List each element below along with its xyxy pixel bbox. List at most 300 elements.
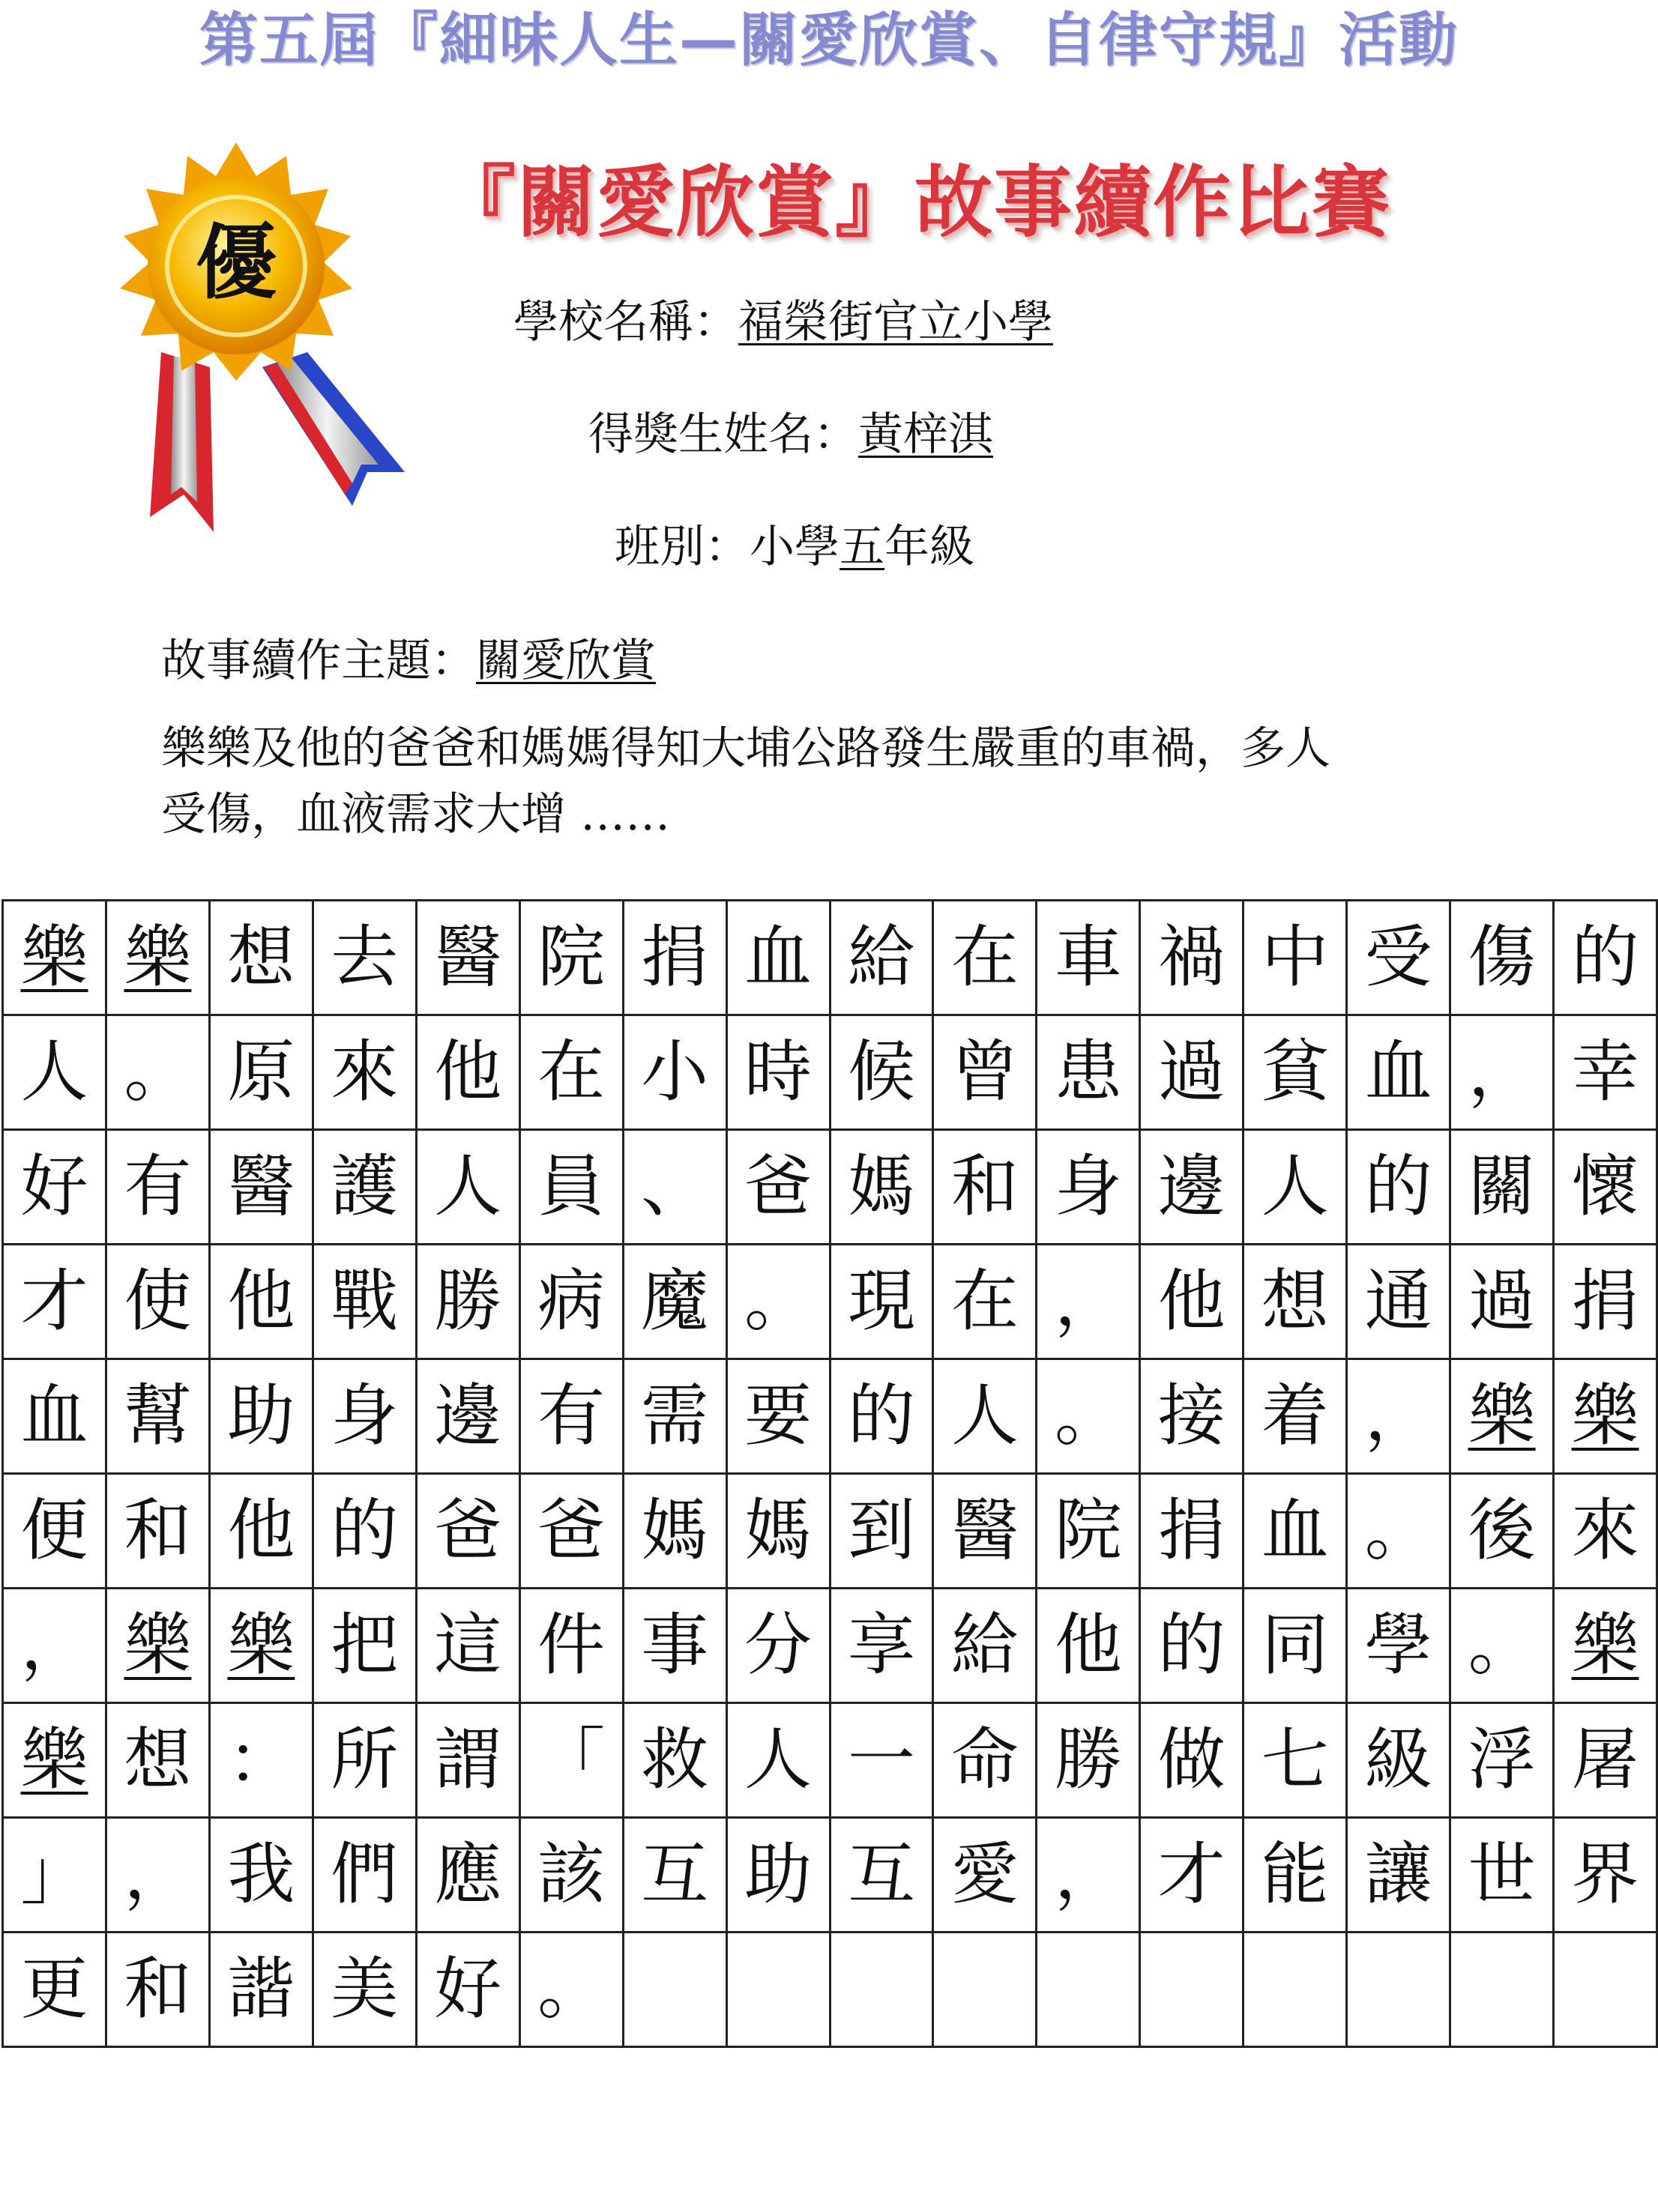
grid-cell	[1347, 1589, 1450, 1703]
grid-char: ，	[124, 1835, 192, 1914]
grid-char: 在	[950, 918, 1019, 997]
grid-cell	[519, 1245, 623, 1359]
student-info	[588, 405, 993, 465]
grid-cell	[106, 1015, 209, 1130]
grid-char: 才	[1157, 1835, 1226, 1914]
grid-cell	[519, 1703, 623, 1818]
grid-cell	[1244, 1474, 1347, 1589]
grid-char: 來	[331, 1033, 399, 1111]
grid-cell	[1244, 1589, 1347, 1703]
grid-cell	[416, 1589, 519, 1703]
grid-char: 邊	[434, 1377, 502, 1455]
grid-char: 好	[20, 1147, 88, 1226]
grid-cell	[106, 1589, 209, 1703]
grid-char: 一	[847, 1720, 915, 1799]
grid-cell	[830, 1474, 933, 1589]
grid-cell	[3, 1474, 106, 1589]
grid-cell	[416, 901, 519, 1015]
grid-cell	[1244, 1703, 1347, 1818]
grid-cell	[1037, 1130, 1140, 1245]
grid-char: 戰	[331, 1262, 399, 1341]
grid-char: 幸	[1571, 1033, 1639, 1111]
grid-cell	[830, 1933, 933, 2047]
grid-cell	[519, 901, 623, 1015]
contest-title: 『關愛欣賞』故事續作比賽	[437, 157, 1391, 248]
grid-char: 院	[537, 918, 606, 997]
grid-char: 做	[1157, 1720, 1226, 1799]
grid-cell	[1140, 1245, 1244, 1359]
grid-row	[3, 1933, 1657, 2047]
grid-char: 。	[744, 1262, 813, 1341]
grid-cell	[1347, 1245, 1450, 1359]
grid-char: 時	[744, 1033, 813, 1111]
grid-cell	[1037, 1245, 1140, 1359]
medal-ribbon-left	[150, 352, 214, 532]
grid-char: 捐	[1157, 1491, 1226, 1570]
grid-cell	[1244, 901, 1347, 1015]
grid-char: 愛	[950, 1835, 1019, 1914]
grid-char: ，	[1054, 1835, 1122, 1914]
grid-char: 媽	[744, 1491, 813, 1570]
grid-char: 我	[227, 1835, 295, 1914]
grid-cell	[416, 1015, 519, 1130]
student-label: 得獎生姓名：	[588, 408, 858, 461]
grid-cell	[1554, 1474, 1657, 1589]
grid-cell	[416, 1359, 519, 1474]
grid-cell	[1554, 1359, 1657, 1474]
grid-row	[3, 1359, 1657, 1474]
grid-row	[3, 901, 1657, 1015]
grid-char: 互	[847, 1835, 915, 1914]
grid-cell	[209, 1589, 313, 1703]
grid-char: 樂	[1571, 1606, 1639, 1684]
grid-char: 同	[1261, 1606, 1329, 1684]
grid-cell	[933, 1130, 1037, 1245]
grid-row	[3, 1474, 1657, 1589]
grid-cell	[726, 1818, 830, 1933]
grid-char: 和	[124, 1950, 192, 2028]
grid-char: 。	[1468, 1606, 1536, 1684]
grid-char: 人	[744, 1720, 813, 1799]
grid-char: 到	[847, 1491, 915, 1570]
grid-char: 着	[1261, 1377, 1329, 1455]
medal-ribbon-right	[262, 352, 405, 506]
grid-cell	[3, 901, 106, 1015]
grid-cell	[1140, 1130, 1244, 1245]
grid-cell	[313, 1474, 416, 1589]
grid-char: 需	[641, 1377, 709, 1455]
grid-char: 爸	[537, 1491, 606, 1570]
school-info	[513, 292, 1053, 352]
grid-cell	[933, 1474, 1037, 1589]
intro-line-2: 受傷，血液需求大增 ……	[161, 788, 671, 841]
grid-row	[3, 1130, 1657, 1245]
grid-cell	[1037, 1474, 1140, 1589]
grid-char: 身	[331, 1377, 399, 1455]
grid-char: 能	[1261, 1835, 1329, 1914]
grid-char: 身	[1054, 1147, 1122, 1226]
grid-char: 人	[950, 1377, 1019, 1455]
grid-cell	[519, 1015, 623, 1130]
grid-char: 捐	[1571, 1262, 1639, 1341]
grid-cell	[519, 1933, 623, 2047]
grid-cell	[1450, 1245, 1554, 1359]
grid-char: 有	[537, 1377, 606, 1455]
grid-cell	[726, 1245, 830, 1359]
grid-cell	[1140, 1818, 1244, 1933]
grid-cell	[1140, 1359, 1244, 1474]
grid-cell	[209, 1015, 313, 1130]
grid-cell	[1554, 1818, 1657, 1933]
grid-cell	[313, 1589, 416, 1703]
grid-cell	[1450, 1359, 1554, 1474]
grid-cell	[1037, 1589, 1140, 1703]
grid-char: 分	[744, 1606, 813, 1684]
grid-char: 互	[641, 1835, 709, 1914]
grid-char: 勝	[1054, 1720, 1122, 1799]
theme-info	[161, 631, 656, 691]
grid-cell	[106, 901, 209, 1015]
grid-char: 更	[20, 1950, 88, 2028]
grid-cell	[830, 1015, 933, 1130]
grid-cell	[1347, 1015, 1450, 1130]
grid-char: 事	[641, 1606, 709, 1684]
grid-cell	[1140, 901, 1244, 1015]
grid-cell	[1450, 1933, 1554, 2047]
grid-char: 醫	[434, 918, 502, 997]
grid-cell	[106, 1474, 209, 1589]
grid-cell	[1140, 1933, 1244, 2047]
theme-label: 故事續作主題：	[161, 635, 476, 687]
grid-char: 才	[20, 1262, 88, 1341]
grid-cell	[3, 1589, 106, 1703]
grid-cell	[313, 1359, 416, 1474]
grid-cell	[416, 1130, 519, 1245]
grid-char: 「	[537, 1720, 606, 1799]
grid-row	[3, 1245, 1657, 1359]
grid-char: 後	[1468, 1491, 1536, 1570]
grid-char: 過	[1157, 1033, 1226, 1111]
grid-char: 有	[124, 1147, 192, 1226]
grid-cell	[209, 1818, 313, 1933]
grid-char: 貧	[1261, 1033, 1329, 1111]
grid-char: 樂	[1468, 1377, 1536, 1455]
grid-cell	[1554, 1130, 1657, 1245]
grid-cell	[313, 1130, 416, 1245]
grid-cell	[1244, 1818, 1347, 1933]
grid-char: 的	[1157, 1606, 1226, 1684]
grid-char: 醫	[227, 1147, 295, 1226]
grid-char: 所	[331, 1720, 399, 1799]
grid-cell	[313, 1818, 416, 1933]
grid-cell	[830, 1245, 933, 1359]
grid-char: 受	[1364, 918, 1432, 997]
grid-char: 的	[1364, 1147, 1432, 1226]
grid-char: 級	[1364, 1720, 1432, 1799]
grid-cell	[313, 1933, 416, 2047]
grid-char: 樂	[227, 1606, 295, 1684]
grid-char: 現	[847, 1262, 915, 1341]
grid-row	[3, 1818, 1657, 1933]
medal-label: 優	[195, 216, 277, 310]
class-value: 五	[839, 521, 884, 573]
grid-char: 屠	[1571, 1720, 1639, 1799]
grid-cell	[1450, 1589, 1554, 1703]
grid-char: ，	[1054, 1262, 1122, 1341]
grid-char: 把	[331, 1606, 399, 1684]
grid-char: 便	[20, 1491, 88, 1570]
grid-cell	[1450, 1818, 1554, 1933]
grid-cell	[519, 1130, 623, 1245]
grid-cell	[519, 1818, 623, 1933]
grid-cell	[933, 1818, 1037, 1933]
grid-cell	[1244, 1245, 1347, 1359]
grid-cell	[830, 1703, 933, 1818]
grid-char: 小	[641, 1033, 709, 1111]
grid-cell	[830, 1818, 933, 1933]
grid-cell	[1347, 1703, 1450, 1818]
grid-cell	[623, 1130, 726, 1245]
grid-cell	[1450, 901, 1554, 1015]
grid-char: 救	[641, 1720, 709, 1799]
grid-cell	[1347, 1359, 1450, 1474]
grid-char: 來	[1571, 1491, 1639, 1570]
grid-char: 媽	[641, 1491, 709, 1570]
grid-char: 助	[227, 1377, 295, 1455]
grid-cell	[209, 1359, 313, 1474]
grid-char: 曾	[950, 1033, 1019, 1111]
student-value: 黃梓淇	[858, 408, 993, 461]
grid-char: 七	[1261, 1720, 1329, 1799]
grid-char: 」	[20, 1835, 88, 1914]
grid-char: 關	[1468, 1147, 1536, 1226]
grid-char: 想	[124, 1720, 192, 1799]
grid-char: 樂	[20, 1720, 88, 1799]
grid-char: 過	[1468, 1262, 1536, 1341]
grid-char: ，	[1364, 1377, 1432, 1455]
grid-char: 患	[1054, 1033, 1122, 1111]
grid-char: 在	[950, 1262, 1019, 1341]
story-grid	[1, 899, 1658, 2048]
grid-cell	[830, 1359, 933, 1474]
grid-char: 邊	[1157, 1147, 1226, 1226]
grid-char: 。	[1364, 1491, 1432, 1570]
grid-cell	[1450, 1015, 1554, 1130]
grid-cell	[933, 1703, 1037, 1818]
grid-char: 美	[331, 1950, 399, 2028]
grid-char: 護	[331, 1147, 399, 1226]
grid-cell	[1554, 1245, 1657, 1359]
grid-cell	[209, 1703, 313, 1818]
grid-char: 爸	[744, 1147, 813, 1226]
class-label: 班別：小學	[615, 521, 839, 573]
grid-char: 。	[1054, 1377, 1122, 1455]
grid-cell	[1347, 1818, 1450, 1933]
grid-char: 。	[124, 1033, 192, 1111]
grid-cell	[623, 1589, 726, 1703]
grid-cell	[623, 1818, 726, 1933]
grid-char: 他	[1157, 1262, 1226, 1341]
grid-char: 他	[227, 1262, 295, 1341]
grid-char: 在	[537, 1033, 606, 1111]
grid-char: 懷	[1571, 1147, 1639, 1226]
grid-cell	[1244, 1015, 1347, 1130]
grid-char: 員	[537, 1147, 606, 1226]
grid-cell	[1450, 1130, 1554, 1245]
grid-char: 世	[1468, 1835, 1536, 1914]
grid-cell	[3, 1933, 106, 2047]
grid-cell	[1347, 1130, 1450, 1245]
grid-cell	[623, 1359, 726, 1474]
grid-cell	[933, 901, 1037, 1015]
grid-cell	[313, 1703, 416, 1818]
grid-char: 和	[950, 1147, 1019, 1226]
grid-cell	[830, 1130, 933, 1245]
grid-char: 血	[744, 918, 813, 997]
event-title: 第五屆『細味人生—關愛欣賞、自律守規』活動	[199, 7, 1459, 74]
grid-cell	[933, 1589, 1037, 1703]
grid-cell	[726, 1589, 830, 1703]
grid-char: 人	[1261, 1147, 1329, 1226]
grid-char: 捐	[641, 918, 709, 997]
grid-cell	[1554, 1703, 1657, 1818]
grid-cell	[519, 1474, 623, 1589]
grid-cell	[416, 1703, 519, 1818]
grid-char: 好	[434, 1950, 502, 2028]
grid-char: 去	[331, 918, 399, 997]
grid-cell	[3, 1015, 106, 1130]
grid-cell	[313, 1245, 416, 1359]
grid-cell	[726, 1933, 830, 2047]
grid-char: 魔	[641, 1262, 709, 1341]
grid-char: 他	[1054, 1606, 1122, 1684]
grid-char: 界	[1571, 1835, 1639, 1914]
grid-char: 的	[331, 1491, 399, 1570]
grid-cell	[830, 1589, 933, 1703]
grid-char: 、	[641, 1147, 709, 1226]
grid-char: 助	[744, 1835, 813, 1914]
grid-cell	[1450, 1703, 1554, 1818]
class-info	[615, 517, 974, 577]
grid-char: 使	[124, 1262, 192, 1341]
grid-char: 的	[847, 1377, 915, 1455]
grid-char: 病	[537, 1262, 606, 1341]
grid-cell	[1037, 1933, 1140, 2047]
grid-char: 命	[950, 1720, 1019, 1799]
grid-char: 接	[1157, 1377, 1226, 1455]
grid-cell	[1140, 1015, 1244, 1130]
grid-char: 通	[1364, 1262, 1432, 1341]
grid-char: 給	[950, 1606, 1019, 1684]
grid-cell	[209, 1245, 313, 1359]
theme-value: 關愛欣賞	[476, 635, 656, 687]
grid-cell	[623, 1245, 726, 1359]
story-intro	[161, 716, 1533, 847]
grid-char: 他	[434, 1033, 502, 1111]
grid-cell	[1037, 1359, 1140, 1474]
grid-char: ，	[1468, 1033, 1536, 1111]
grid-char: 想	[1261, 1262, 1329, 1341]
grid-cell	[106, 1933, 209, 2047]
grid-char: 醫	[950, 1491, 1019, 1570]
grid-cell	[3, 1359, 106, 1474]
grid-row	[3, 1589, 1657, 1703]
grid-char: 院	[1054, 1491, 1122, 1570]
grid-cell	[726, 1474, 830, 1589]
grid-cell	[1037, 1703, 1140, 1818]
grid-char: 原	[227, 1033, 295, 1111]
grid-cell	[519, 1359, 623, 1474]
grid-char: 學	[1364, 1606, 1432, 1684]
grid-cell	[1140, 1474, 1244, 1589]
grid-char: 幫	[124, 1377, 192, 1455]
grid-char: 禍	[1157, 918, 1226, 997]
grid-cell	[3, 1818, 106, 1933]
school-label: 學校名稱：	[513, 296, 738, 348]
grid-cell	[1347, 1474, 1450, 1589]
grid-cell	[1450, 1474, 1554, 1589]
grid-char: 樂	[1571, 1377, 1639, 1455]
grid-cell	[1140, 1703, 1244, 1818]
grid-cell	[933, 1245, 1037, 1359]
grid-cell	[726, 1015, 830, 1130]
grid-cell	[416, 1245, 519, 1359]
grid-cell	[1244, 1130, 1347, 1245]
grid-cell	[106, 1818, 209, 1933]
grid-row	[3, 1015, 1657, 1130]
grid-char: 的	[1571, 918, 1639, 997]
grid-char: 中	[1261, 918, 1329, 997]
grid-char: 謂	[434, 1720, 502, 1799]
grid-char: 浮	[1468, 1720, 1536, 1799]
class-suffix: 年級	[884, 521, 974, 573]
grid-cell	[1554, 1933, 1657, 2047]
grid-char: 享	[847, 1606, 915, 1684]
grid-cell	[726, 901, 830, 1015]
grid-cell	[3, 1703, 106, 1818]
grid-char: 諧	[227, 1950, 295, 2028]
grid-cell	[209, 1933, 313, 2047]
grid-char: ：	[227, 1720, 295, 1799]
grid-char: 傷	[1468, 918, 1536, 997]
grid-cell	[726, 1130, 830, 1245]
grid-cell	[209, 901, 313, 1015]
grid-char: 候	[847, 1033, 915, 1111]
grid-cell	[416, 1474, 519, 1589]
grid-char: 要	[744, 1377, 813, 1455]
grid-char: 人	[434, 1147, 502, 1226]
grid-char: ，	[20, 1606, 88, 1684]
grid-char: 和	[124, 1491, 192, 1570]
grid-cell	[933, 1015, 1037, 1130]
grid-char: 人	[20, 1033, 88, 1111]
grid-cell	[1554, 1015, 1657, 1130]
grid-char: 們	[331, 1835, 399, 1914]
grid-char: 。	[537, 1950, 606, 2028]
grid-cell	[623, 1703, 726, 1818]
grid-cell	[106, 1245, 209, 1359]
grid-cell	[623, 901, 726, 1015]
grid-cell	[416, 1818, 519, 1933]
grid-char: 血	[20, 1377, 88, 1455]
grid-char: 樂	[20, 918, 88, 997]
medal-icon	[90, 142, 420, 540]
grid-cell	[1037, 1015, 1140, 1130]
grid-char: 讓	[1364, 1835, 1432, 1914]
grid-char: 想	[227, 918, 295, 997]
grid-cell	[1554, 1589, 1657, 1703]
grid-cell	[1347, 901, 1450, 1015]
